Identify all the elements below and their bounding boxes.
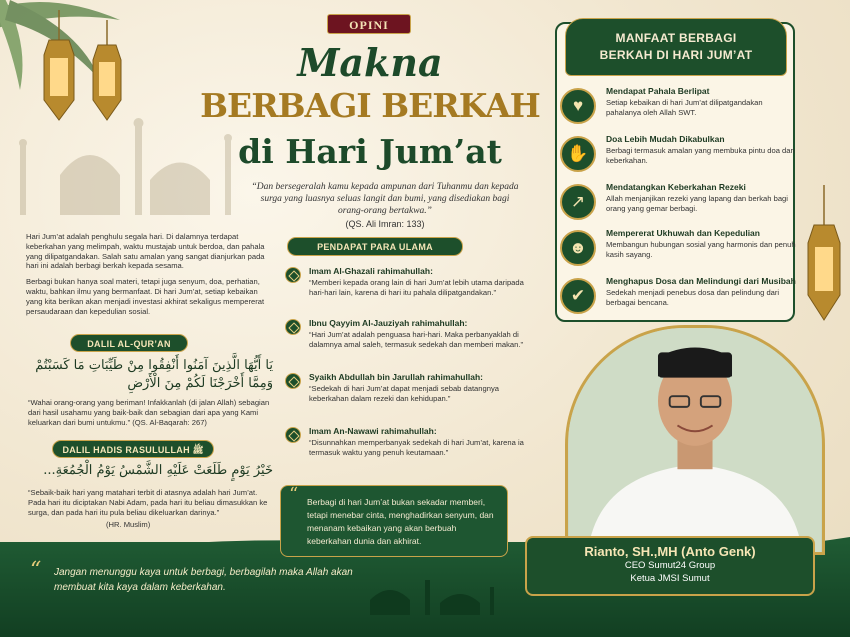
author-role-2: Ketua JMSI Sumut [630,573,710,584]
manfaat-text: Membangun hubungan sosial yang harmonis dan penuh kasih sayang. [606,240,796,259]
manfaat-heading-line-2: BERKAH DI HARI JUM’AT [599,48,753,62]
ulama-quote: “Hari Jum’at adalah penguasa hari-hari. Maka perbanyaklah di dalamnya amal saleh, termasuk sedekah dan memberi makan.” [309,330,523,349]
ulama-heading: PENDAPAT PARA ULAMA [287,237,463,256]
star-ornament-icon [285,319,301,335]
hadis-arabic: خَيْرُ يَوْمٍ طَلَعَتْ عَلَيْهِ الشَّمْسُ يَوْمُ الْجُمُعَةِ... [43,463,273,478]
growth-chart-icon: ↗ [560,184,596,220]
quran-arabic-line-1: يَا أَيُّهَا الَّذِينَ آمَنُوا أَنْفِقُوا مِنْ طَيِّبَاتِ مَا كَسَبْتُمْ [35,358,273,373]
shield-check-icon: ✔ [560,278,596,314]
dalil-hadis-label: DALIL HADIS RASULULLAH ﷺ [52,440,214,458]
manfaat-text: Setiap kebaikan di hari Jum’at dilipatgandakan pahalanya oleh Allah SWT. [606,98,763,117]
manfaat-title: Doa Lebih Mudah Dikabulkan [606,134,725,144]
manfaat-title: Mempererat Ukhuwah dan Kepedulian [606,228,760,238]
footer-quote-text: Jangan menunggu kaya untuk berbagi, berbagilah maka Allah akan membuat kita kaya dalam keberkahan. [54,567,353,593]
star-ornament-icon [285,373,301,389]
ulama-quote: “Sedekah di hari Jum’at dapat menjadi sebab datangnya keberkahan dalam rezeki dan kehidupan.” [309,384,499,403]
author-portrait-frame [565,325,825,555]
intro-paragraph-1: Hari Jum’at adalah penghulu segala hari. Di dalamnya terdapat keberkahan yang melimpah, waktu mustajab untuk berdoa, dan pahala yang dilipatgandakan. Salah satu amalan yang sangat dianjurkan pada hari ini adalah berbagi berkah kepada sesama. [26,232,265,271]
manfaat-text: Allah menjanjikan rezeki yang lapang dan berkah bagi orang yang gemar berbagi. [606,194,788,213]
manfaat-title: Mendapat Pahala Berlipat [606,86,710,96]
mosque-silhouette-footer [330,575,530,615]
manfaat-text: Sedekah menjadi penebus dosa dan pelindung dari berbagai bencana. [606,288,780,307]
lantern-icon [85,20,130,130]
ulama-name: Syaikh Abdullah bin Jarullah rahimahullah: [309,372,483,382]
ulama-name: Imam Al-Ghazali rahimahullah: [309,266,433,276]
title-line-1: Makna [297,40,443,85]
author-name: Rianto, SH.,MH (Anto Genk) [584,544,756,559]
quote-mark-icon: “ [289,484,299,505]
opening-quote: “Dan bersegeralah kamu kepada ampunan dari Tuhanmu dan kepada surga yang luasnya seluas langit dan bumi, yang disediakan bagi orang-orang bertakwa.” [251,182,519,216]
quote-mark-icon: “ [30,558,42,583]
ulama-quote: “Disunnahkan memperbanyak sedekah di hari Jum’at, karena ia termasuk waktu yang penuh keutamaan.” [309,438,524,457]
people-group-icon: ☻ [560,230,596,266]
hadis-reference: (HR. Muslim) [106,520,151,529]
star-ornament-icon [285,427,301,443]
dalil-quran-label: DALIL AL-QUR’AN [70,334,188,352]
footer-quote [30,558,360,595]
lantern-icon [800,185,848,335]
star-ornament-icon [285,267,301,283]
title-line-2: BERBAGI BERKAH [200,86,540,125]
manfaat-heading-line-1: MANFAAT BERBAGI [615,31,737,45]
ulama-name: Imam An-Nawawi rahimahullah: [309,426,437,436]
manfaat-text: Berbagi termasuk amalan yang membuka pintu doa dan keberkahan. [606,146,795,165]
author-name-box [525,536,815,596]
manfaat-title: Mendatangkan Keberkahan Rezeki [606,182,746,192]
title-line-3: di Hari Jum’at [238,132,502,171]
ulama-name: Ibnu Qayyim Al-Jauziyah rahimahullah: [309,318,468,328]
manfaat-heading [565,18,787,76]
intro-text [26,232,271,322]
hadis-translation: “Sebaik-baik hari yang matahari terbit di atasnya adalah hari Jum’at. Pada hari itu diciptakan Nabi Adam, pada hari itu beliau dimasukkan ke surga, dan pada hari itu pula beliau dikeluarkan darinya.” [28,488,268,517]
highlight-quote-text: Berbagi di hari Jum’at bukan sekadar memberi, tetapi menebar cinta, menghadirkan senyum, dan menanam kebaikan yang akan berbuah keberkahan dunia dan akhirat. [307,497,494,546]
highlight-quote-box [280,485,508,557]
intro-paragraph-2: Berbagi bukan hanya soal materi, tetapi juga senyum, doa, perhatian, waktu, bahkan ilmu yang bermanfaat. Di hari Jum’at, setiap kebaikan yang kita berikan akan menjadi investasi akhirat sekaligus mempererat persaudaraan dan kepedulian sosial. [26,277,265,316]
lantern-icon [34,10,84,130]
author-portrait [568,328,822,552]
praying-hands-icon: ✋ [560,136,596,172]
quran-translation: “Wahai orang-orang yang beriman! Infakkanlah (di jalan Allah) sebagian dari hasil usahamu yang baik-baik dan sebagian dari apa yang Kami keluarkan dari bumi untukmu.” (QS. Al-Baqarah: 267) [28,398,270,427]
ulama-quote: “Memberi kepada orang lain di hari Jum’at lebih utama daripada hari-hari lain, karena di hari itu pahala dilipatgandakan.” [309,278,524,297]
heart-icon: ♥ [560,88,596,124]
quran-arabic-line-2: وَمِمَّا أَخْرَجْنَا لَكُمْ مِنَ الْأَرْضِ [127,376,273,391]
manfaat-title: Menghapus Dosa dan Melindungi dari Musibah [606,276,796,286]
opening-quote-reference: (QS. Ali Imran: 133) [345,219,425,229]
opini-badge: OPINI [327,14,411,34]
author-role-1: CEO Sumut24 Group [624,560,716,571]
